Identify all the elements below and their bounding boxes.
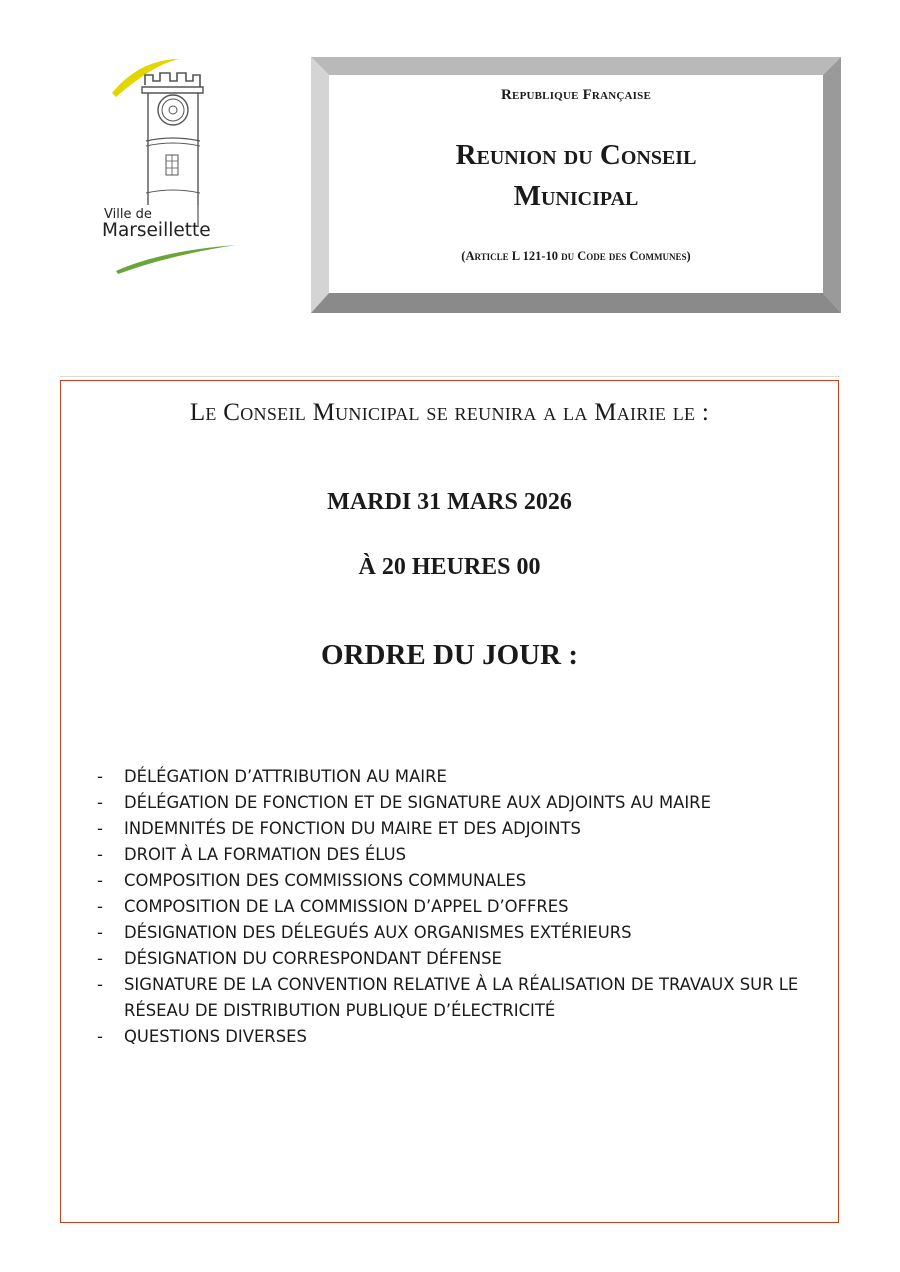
article-reference: (Article L 121-10 du Code des Communes) [461,249,691,263]
tower-emblem-icon [100,55,250,280]
agenda-title: ORDRE DU JOUR : [321,639,578,671]
agenda-item [97,1024,832,1050]
agenda-item-text: DÉLÉGATION DE FONCTION ET DE SIGNATURE AUX ADJOINTS AU MAIRE [124,793,711,812]
bullet-dash: - [97,949,103,968]
bullet-dash: - [97,767,103,786]
frame-top-rule [60,376,840,377]
agenda-item [97,790,832,816]
bullet-dash: - [97,871,103,890]
town-logo [100,55,250,280]
agenda-item [97,816,832,842]
title-line-1: Reunion du Conseil [455,139,697,171]
notice-frame [60,380,839,1223]
bullet-dash: - [97,793,103,812]
agenda-item-text: INDEMNITÉS DE FONCTION DU MAIRE ET DES ADJOINTS [124,819,581,838]
bullet-dash: - [97,819,103,838]
bullet-dash: - [97,845,103,864]
agenda-item-text: DROIT À LA FORMATION DES ÉLUS [124,845,407,864]
agenda-item [97,920,832,946]
logo-town-name: Marseillette [102,220,211,241]
agenda-list [97,764,832,1050]
meeting-title [329,135,823,217]
meeting-time: À 20 HEURES 00 [358,554,541,580]
agenda-item [97,842,832,868]
agenda-item-text: SIGNATURE DE LA CONVENTION RELATIVE À LA RÉALISATION DE TRAVAUX SUR LE RÉSEAU DE DISTRIBUTION PUBLIQUE D’ÉLECTRICITÉ [124,975,799,1020]
agenda-item [97,894,832,920]
agenda-item-text: DÉSIGNATION DES DÉLEGUÉS AUX ORGANISMES EXTÉRIEURS [124,923,632,942]
meeting-intro: Le Conseil Municipal se reunira a la Mairie le : [189,399,710,426]
republique-francaise: Republique Française [501,87,651,103]
bullet-dash: - [97,1027,103,1046]
header-box [311,57,841,313]
agenda-item-text: DÉSIGNATION DU CORRESPONDANT DÉFENSE [124,949,502,968]
bullet-dash: - [97,923,103,942]
agenda-item-text: DÉLÉGATION D’ATTRIBUTION AU MAIRE [124,767,447,786]
bullet-dash: - [97,897,103,916]
bullet-dash: - [97,975,103,994]
meeting-date: MARDI 31 MARS 2026 [327,489,572,515]
agenda-item [97,946,832,972]
logo-ville-de: Ville de [104,207,152,222]
agenda-item [97,764,832,790]
agenda-item [97,868,832,894]
agenda-item-text: COMPOSITION DE LA COMMISSION D’APPEL D’OFFRES [124,897,569,916]
title-line-2: Municipal [513,180,639,212]
agenda-item-text: COMPOSITION DES COMMISSIONS COMMUNALES [124,871,527,890]
agenda-item-text: QUESTIONS DIVERSES [124,1027,307,1046]
agenda-item [97,972,832,1024]
